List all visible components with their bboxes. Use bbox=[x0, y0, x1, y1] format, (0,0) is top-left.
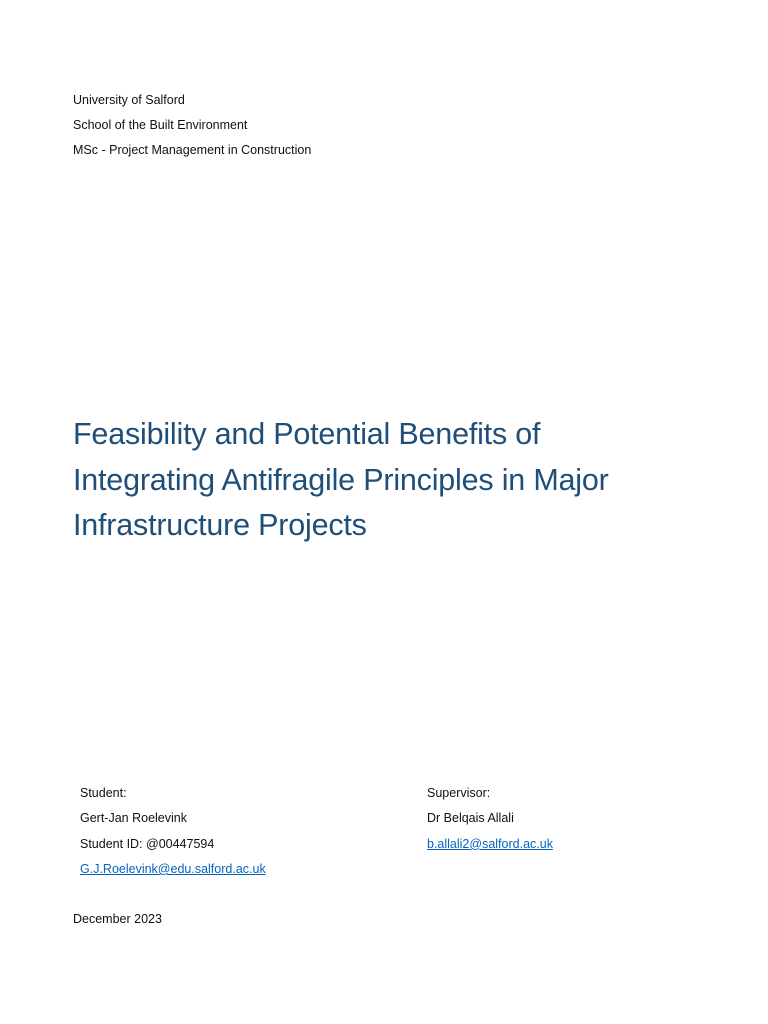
student-label: Student: bbox=[80, 786, 127, 800]
supervisor-name: Dr Belqais Allali bbox=[427, 811, 514, 826]
supervisor-info bbox=[427, 781, 747, 857]
student-info bbox=[80, 781, 400, 882]
student-email-link[interactable]: G.J.Roelevink@edu.salford.ac.uk bbox=[80, 861, 266, 876]
programme-name: MSc - Project Management in Construction bbox=[73, 143, 312, 157]
supervisor-label: Supervisor: bbox=[427, 786, 491, 800]
university-name: University of Salford bbox=[73, 93, 185, 107]
title-line-2: Integrating Antifragile Principles in Major bbox=[73, 462, 609, 497]
supervisor-email-link[interactable]: b.allali2@salford.ac.uk bbox=[427, 836, 553, 851]
submission-date: December 2023 bbox=[73, 912, 162, 926]
title-line-1: Feasibility and Potential Benefits of bbox=[73, 417, 541, 451]
document-title bbox=[73, 412, 713, 549]
student-id: Student ID: @00447594 bbox=[80, 836, 215, 851]
school-name: School of the Built Environment bbox=[73, 118, 248, 132]
student-name: Gert-Jan Roelevink bbox=[80, 811, 187, 826]
institution-header bbox=[73, 88, 573, 163]
title-line-3: Infrastructure Projects bbox=[73, 508, 367, 542]
